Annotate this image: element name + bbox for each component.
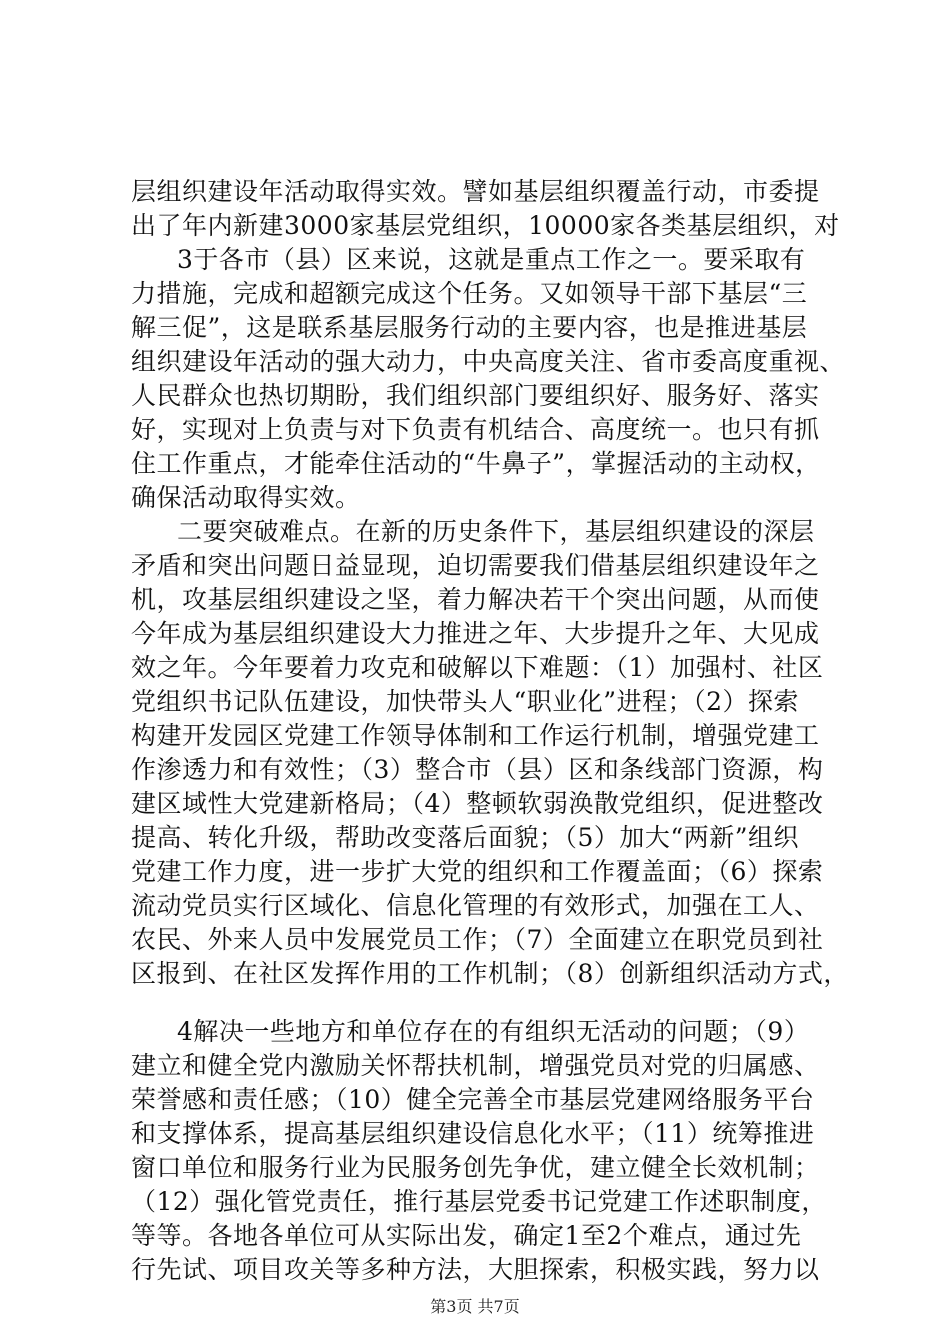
text-line: 今年成为基层组织建设大力推进之年、大步提升之年、大见成 xyxy=(131,619,820,648)
text-line: 党组织书记队伍建设，加快带头人“职业化”进程；（2）探索 xyxy=(131,687,799,716)
text-line: 确保活动取得实效。 xyxy=(131,483,361,512)
text-line: 力措施，完成和超额完成这个任务。又如领导干部下基层“三 xyxy=(131,279,808,308)
text-line: 流动党员实行区域化、信息化管理的有效形式，加强在工人、 xyxy=(131,891,820,920)
text-line: 区报到、在社区发挥作用的工作机制；（8）创新组织活动方式， xyxy=(131,959,849,988)
text-line: 出了年内新建3000家基层党组织，10000家各类基层组织，对 xyxy=(131,211,840,240)
text-line: 4解决一些地方和单位存在的有组织无活动的问题；（9） xyxy=(177,1017,810,1046)
text-line: 矛盾和突出问题日益显现，迫切需要我们借基层组织建设年之 xyxy=(131,551,820,580)
text-line: 和支撑体系，提高基层组织建设信息化水平；（11）统筹推进 xyxy=(131,1119,815,1148)
text-line: 党建工作力度，进一步扩大党的组织和工作覆盖面；（6）探索 xyxy=(131,857,824,886)
text-line: 荣誉感和责任感；（10）健全完善全市基层党建网络服务平台 xyxy=(131,1085,815,1114)
text-line: 作渗透力和有效性；（3）整合市（县）区和条线部门资源，构 xyxy=(131,755,824,784)
text-line: 3于各市（县）区来说，这就是重点工作之一。要采取有 xyxy=(177,245,806,274)
text-line: 农民、外来人员中发展党员工作；（7）全面建立在职党员到社 xyxy=(131,925,824,954)
text-line: 人民群众也热切期盼，我们组织部门要组织好、服务好、落实 xyxy=(131,381,820,410)
text-line: 行先试、项目攻关等多种方法，大胆探索，积极实践，努力以 xyxy=(131,1255,820,1284)
text-line: 建立和健全党内激励关怀帮扶机制，增强党员对党的归属感、 xyxy=(131,1051,820,1080)
text-line: 效之年。今年要着力攻克和破解以下难题：（1）加强村、社区 xyxy=(131,653,824,682)
text-line: 组织建设年活动的强大动力，中央高度关注、省市委高度重视、 xyxy=(131,347,846,376)
text-line: 层组织建设年活动取得实效。譬如基层组织覆盖行动，市委提 xyxy=(131,177,820,206)
text-line: 二要突破难点。在新的历史条件下，基层组织建设的深层 xyxy=(177,517,815,546)
text-line: 解三促”，这是联系基层服务行动的主要内容，也是推进基层 xyxy=(131,313,808,342)
text-line: 窗口单位和服务行业为民服务创先争优，建立健全长效机制； xyxy=(131,1153,820,1182)
text-line: 构建开发园区党建工作领导体制和工作运行机制，增强党建工 xyxy=(131,721,820,750)
text-line: 等等。各地各单位可从实际出发，确定1至2个难点，通过先 xyxy=(131,1221,802,1250)
text-line: 好，实现对上负责与对下负责有机结合、高度统一。也只有抓 xyxy=(131,415,820,444)
text-line: 机，攻基层组织建设之坚，着力解决若干个突出问题，从而使 xyxy=(131,585,820,614)
text-line: 住工作重点，才能牵住活动的“牛鼻子”，掌握活动的主动权， xyxy=(131,449,821,478)
page-footer: 第3页 共7页 xyxy=(430,1297,520,1316)
text-line: 提高、转化升级，帮助改变落后面貌；（5）加大“两新”组织 xyxy=(131,823,799,852)
text-line: 建区域性大党建新格局；（4）整顿软弱涣散党组织，促进整改 xyxy=(131,789,824,818)
text-line: （12）强化管党责任，推行基层党委书记党建工作述职制度， xyxy=(131,1187,827,1216)
